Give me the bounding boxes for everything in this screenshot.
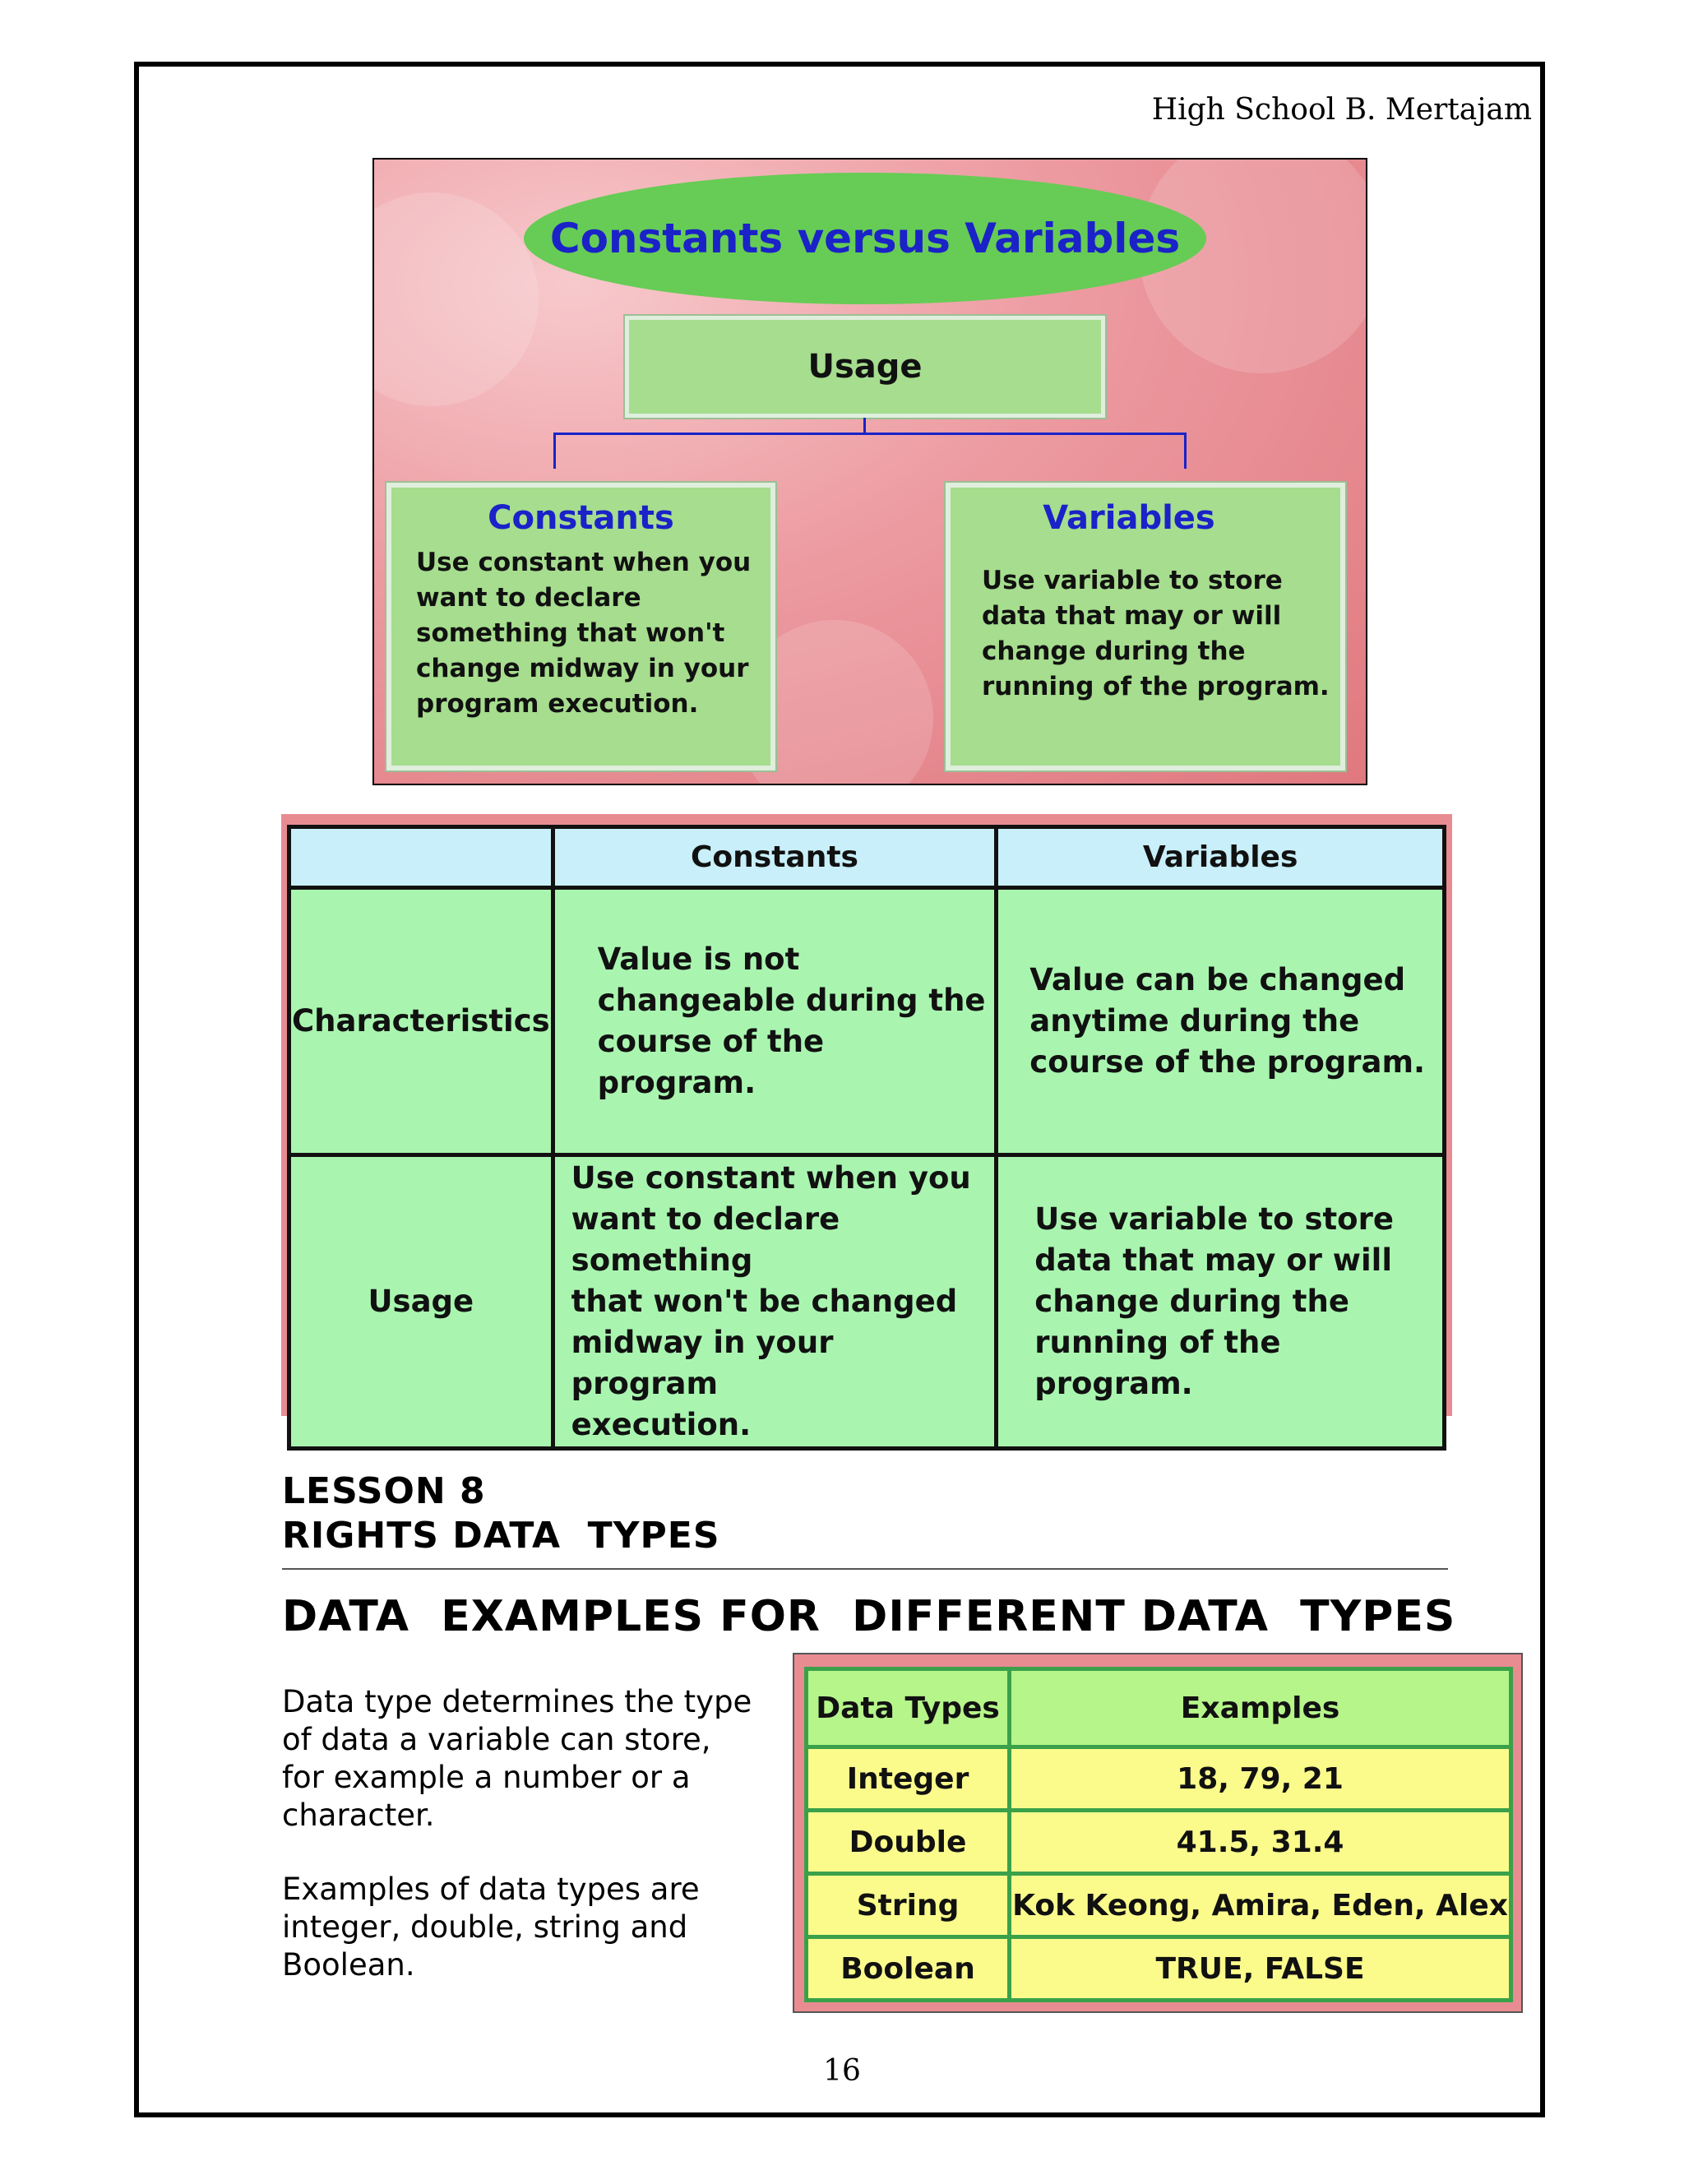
lesson-title: RIGHTS DATA TYPES — [282, 1515, 720, 1557]
table-cell: 18, 79, 21 — [1010, 1747, 1511, 1811]
table-cell: Kok Keong, Amira, Eden, Alex — [1010, 1874, 1511, 1937]
table-row — [289, 888, 1445, 1155]
table-row — [807, 1937, 1511, 2001]
lesson-number: LESSON 8 — [282, 1470, 486, 1512]
constants-vs-variables-slide — [372, 158, 1367, 785]
data-types-slide — [793, 1653, 1523, 2013]
table-cell: String — [807, 1874, 1010, 1937]
table-row — [807, 1747, 1511, 1811]
table-header-cell: Data Types — [807, 1669, 1010, 1747]
table-cell: Value can be changed anytime during the course of the program. — [997, 888, 1445, 1155]
table-header-row — [807, 1669, 1511, 1747]
constants-card-text: Use constant when you want to declare something that won't change midway in your program execution. — [416, 548, 752, 719]
usage-box: Usage — [625, 316, 1105, 418]
table-header-row — [289, 827, 1445, 888]
table-header-cell — [289, 827, 553, 888]
connector-line — [863, 418, 866, 434]
table-cell: Double — [807, 1811, 1010, 1874]
table-cell: Use variable to store data that may or will change during the running of the program. — [997, 1155, 1445, 1449]
table-cell: Value is not changeable during the course of the program. — [553, 888, 997, 1155]
page-number: 16 — [823, 2054, 861, 2088]
connector-line — [553, 433, 1187, 435]
table-cell: Boolean — [807, 1937, 1010, 2001]
row-label: Characteristics — [289, 888, 553, 1155]
table-row — [807, 1874, 1511, 1937]
table-cell: TRUE, FALSE — [1010, 1937, 1511, 2001]
table-header-cell: Constants — [553, 827, 997, 888]
table-cell: 41.5, 31.4 — [1010, 1811, 1511, 1874]
comparison-table — [287, 825, 1446, 1451]
paragraph: Examples of data types are integer, double, string and Boolean. — [282, 1872, 700, 1983]
slide-title: Constants versus Variables — [524, 173, 1206, 304]
data-types-table — [804, 1667, 1513, 2002]
background-decoration — [372, 192, 539, 406]
paragraph: Data type determines the type of data a variable can store, for example a number or a character. — [282, 1684, 752, 1833]
variables-card-text: Use variable to store data that may or will change during the running of the program. — [982, 566, 1330, 701]
table-row — [289, 1155, 1445, 1449]
connector-line — [553, 433, 556, 469]
lesson-heading — [282, 1469, 720, 1558]
school-header: High School B. Mertajam — [1151, 93, 1532, 127]
variables-card-title: Variables — [1043, 499, 1215, 537]
table-header-cell: Examples — [1010, 1669, 1511, 1747]
table-cell: Use constant when you want to declare something that won't be changed midway in your program execution. — [553, 1155, 997, 1449]
comparison-table-slide — [281, 814, 1452, 1442]
table-row — [807, 1811, 1511, 1874]
variables-card — [946, 483, 1345, 770]
constants-card — [386, 483, 775, 770]
section-title: DATA EXAMPLES FOR DIFFERENT DATA TYPES — [282, 1592, 1456, 1641]
row-label: Usage — [289, 1155, 553, 1449]
table-cell: Integer — [807, 1747, 1010, 1811]
constants-card-title: Constants — [488, 499, 674, 537]
connector-line — [1184, 433, 1187, 469]
table-header-cell: Variables — [997, 827, 1445, 888]
divider — [282, 1568, 1448, 1570]
